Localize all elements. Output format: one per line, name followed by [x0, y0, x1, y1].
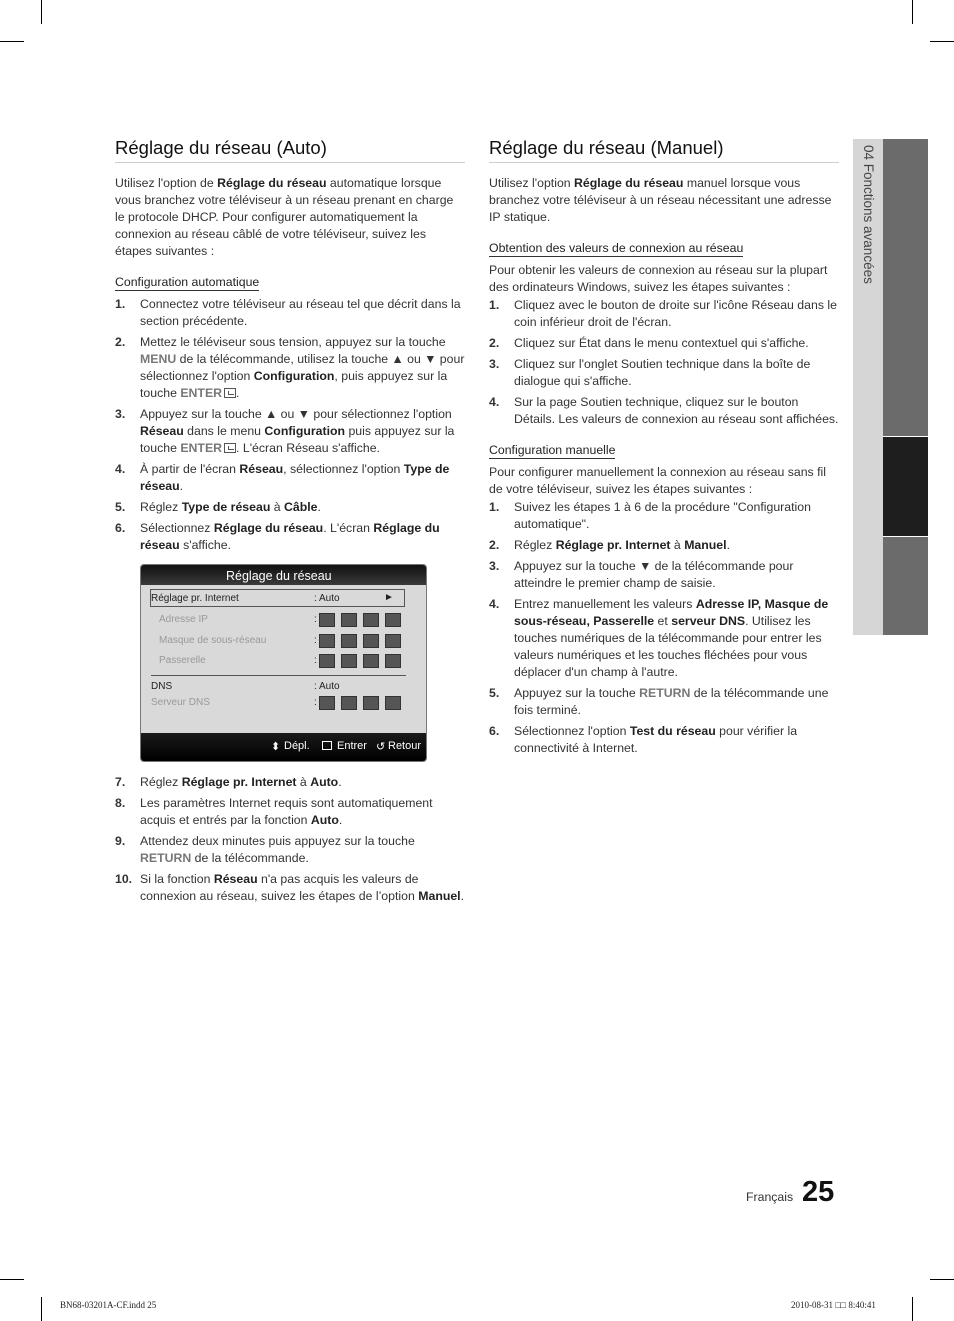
manual-intro: Pour configurer manuellement la connexion au réseau sans fil de votre téléviseur, suivez les étapes suivantes : — [489, 465, 826, 496]
list-item: 5. Réglez Type de réseau à Câble. — [115, 500, 321, 514]
list-item: 4. Sur la page Soutien technique, cliquez sur le bouton Détails. Les valeurs de connexion au réseau sont affichées. — [489, 395, 839, 426]
list-item: 6. Sélectionnez l'option Test du réseau pour vérifier la connectivité à Internet. — [489, 724, 798, 755]
list-item: 8. Les paramètres Internet requis sont automatiquement acquis et entrés par la fonction Auto. — [115, 796, 433, 827]
crop-mark — [0, 1279, 24, 1280]
enter-icon — [322, 741, 332, 750]
chapter-tab-block — [883, 139, 928, 436]
enter-icon — [224, 443, 236, 453]
tv-internet-label: Réglage pr. Internet — [151, 593, 239, 604]
list-item: 3. Appuyez sur la touche ▲ ou ▼ pour sélectionnez l'option Réseau dans le menu Configuration puis appuyez sur la touche ENTER . L'écran Réseau s'affiche. — [115, 407, 455, 455]
tv-mask-fields — [319, 634, 401, 648]
tv-menu-footer — [141, 733, 426, 761]
tv-menu-title: Réglage du réseau — [141, 565, 426, 585]
tv-ip-fields — [319, 613, 401, 627]
enter-icon — [224, 388, 236, 398]
left-column — [115, 137, 465, 909]
tv-dns-fields — [319, 696, 401, 710]
auto-steps-continued — [115, 774, 465, 905]
imprint-file: BN68-03201A-CF.indd 25 — [60, 1300, 157, 1310]
auto-steps — [115, 296, 465, 554]
list-item: 3. Cliquez sur l'onglet Soutien technique dans la boîte de dialogue qui s'affiche. — [489, 357, 811, 388]
move-icon: ⬍ — [271, 741, 281, 753]
intro-manual: Utilisez l'option Réglage du réseau manuel lorsque vous branchez votre téléviseur à un réseau nécessitant une adresse IP statique. — [489, 176, 832, 224]
imprint-date: 2010-08-31 □□ 8:40:41 — [791, 1300, 876, 1310]
crop-mark — [930, 41, 954, 42]
crop-mark — [930, 1279, 954, 1280]
intro-auto: Utilisez l'option de Réglage du réseau automatique lorsque vous branchez votre téléviseur à un réseau prenant en charge le protocole DHCP. Pour configurer automatiquement la connexion au réseau câblé de votre téléviseur, suivez les étapes suivantes : — [115, 176, 454, 258]
subheading-auto-config: Configuration automatique — [115, 275, 260, 289]
chapter-side-label: 04 Fonctions avancées — [861, 145, 876, 284]
crop-mark — [912, 1297, 913, 1321]
tv-gateway-fields — [319, 654, 401, 668]
list-item: 9. Attendez deux minutes puis appuyez sur la touche RETURN de la télécommande. — [115, 834, 415, 865]
list-item: 6. Sélectionnez Réglage du réseau. L'écran Réglage du réseau s'affiche. — [115, 521, 440, 552]
tv-dns-server-label: Serveur DNS — [151, 697, 210, 708]
subheading-manual-config: Configuration manuelle — [489, 443, 616, 457]
tv-divider — [151, 675, 406, 676]
tv-menu-screenshot: Réglage du réseau Réglage pr. Internet : Auto ► Adresse IP : Masque de sous-réseau : Passerelle : DNS : Auto Serveur DNS : ⬍ Dépl. Entrer ↺ Retour — [140, 564, 427, 762]
arrow-right-icon: ► — [384, 592, 394, 603]
list-item: 2. Cliquez sur État dans le menu contextuel qui s'affiche. — [489, 336, 809, 350]
footer-language: Français — [746, 1190, 794, 1204]
list-item: 7. Réglez Réglage pr. Internet à Auto. — [115, 775, 342, 789]
tv-move-label: Dépl. — [284, 740, 310, 752]
list-item: 3. Appuyez sur la touche ▼ de la télécommande pour atteindre le premier champ de saisie. — [489, 559, 794, 590]
section-title-auto: Réglage du réseau (Auto) — [115, 137, 465, 163]
tv-dns-label: DNS — [151, 681, 173, 692]
tv-return-label: Retour — [388, 740, 422, 752]
page-number: 25 — [802, 1176, 835, 1208]
list-item: 10. Si la fonction Réseau n'a pas acquis les valeurs de connexion au réseau, suivez les étapes de l’option Manuel. — [115, 872, 465, 903]
list-item: 4. Entrez manuellement les valeurs Adresse IP, Masque de sous-réseau, Passerelle et serveur DNS. Utilisez les touches numériques de la télécommande pour entrer les valeurs numériques et les touches fléchées pour vous déplacer d'un champ à l'autre. — [489, 597, 829, 679]
chapter-tab-block — [883, 537, 928, 635]
tv-internet-value: : Auto — [314, 593, 340, 604]
tv-ip-label: Adresse IP — [159, 614, 208, 625]
obtain-intro: Pour obtenir les valeurs de connexion au réseau sur la plupart des ordinateurs Windows, suivez les étapes suivantes : — [489, 263, 828, 294]
list-item: 5. Appuyez sur la touche RETURN de la télécommande une fois terminé. — [489, 686, 829, 717]
crop-mark — [0, 41, 24, 42]
right-column — [489, 137, 839, 761]
manual-steps — [489, 499, 839, 757]
crop-mark — [41, 0, 42, 24]
tv-gateway-label: Passerelle — [159, 655, 206, 666]
tv-mask-label: Masque de sous-réseau — [159, 635, 267, 646]
section-title-manual: Réglage du réseau (Manuel) — [489, 137, 839, 163]
list-item: 4. À partir de l'écran Réseau, sélectionnez l'option Type de réseau. — [115, 462, 450, 493]
tv-dns-value: : Auto — [314, 681, 340, 692]
chapter-tab-active — [883, 437, 928, 536]
subheading-obtain-values: Obtention des valeurs de connexion au réseau — [489, 241, 744, 255]
crop-mark — [41, 1297, 42, 1321]
obtain-steps — [489, 297, 839, 428]
list-item: 1. Connectez votre téléviseur au réseau tel que décrit dans la section précédente. — [115, 297, 461, 328]
list-item: 2. Mettez le téléviseur sous tension, appuyez sur la touche MENU de la télécommande, utilisez la touche ▲ ou ▼ pour sélectionnez l'option Configuration, puis appuyez sur la touche ENTER . — [115, 335, 465, 400]
list-item: 2. Réglez Réglage pr. Internet à Manuel. — [489, 538, 730, 552]
tv-enter-label: Entrer — [337, 740, 367, 752]
return-icon: ↺ — [376, 741, 386, 753]
crop-mark — [912, 0, 913, 24]
list-item: 1. Suivez les étapes 1 à 6 de la procédure "Configuration automatique". — [489, 500, 811, 531]
list-item: 1. Cliquez avec le bouton de droite sur l'icône Réseau dans le coin inférieur droit de l'écran. — [489, 298, 837, 329]
